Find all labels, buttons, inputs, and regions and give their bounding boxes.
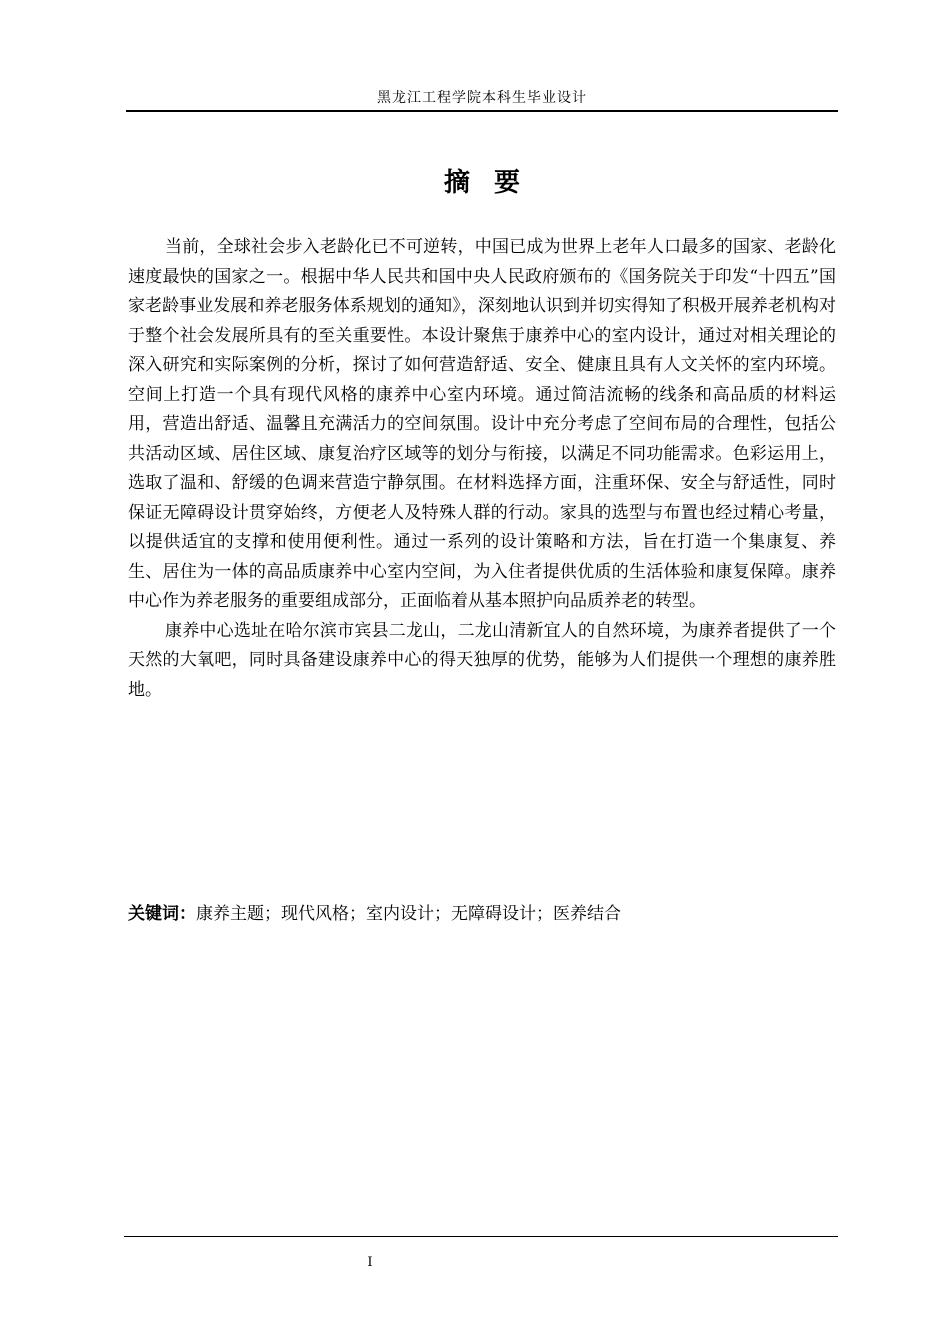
keywords-text: 康养主题；现代风格；室内设计；无障碍设计；医养结合 [196,904,621,924]
keywords [128,900,836,928]
header-rule [126,110,838,112]
page-title: 摘要 [443,168,544,198]
footer-rule [124,1236,838,1237]
page-number: I [367,1255,373,1270]
running-header: 黑龙江工程学院本科生毕业设计 [377,90,587,106]
abstract-paragraph-2: 康养中心选址在哈尔滨市宾县二龙山，二龙山清新宜人的自然环境，为康养者提供了一个天然的大氧吧，同时具备建设康养中心的得天独厚的优势，能够为人们提供一个理想的康养胜地。 [128,620,836,700]
abstract-paragraph-1: 当前，全球社会步入老龄化已不可逆转，中国已成为世界上老年人口最多的国家、老龄化速度最快的国家之一。根据中华人民共和国中央人民政府颁布的《国务院关于印发“十四五”国家老龄事业发展和养老服务体系规划的通知》，深刻地认识到并切实得知了积极开展养老机构对于整个社会发展所具有的至关重要性。本设计聚焦于康养中心的室内设计，通过对相关理论的深入研究和实际案例的分析，探讨了如何营造舒适、安全、健康且具有人文关怀的室内环境。空间上打造一个具有现代风格的康养中心室内环境。通过简洁流畅的线条和高品质的材料运用，营造出舒适、温馨且充满活力的空间氛围。设计中充分考虑了空间布局的合理性，包括公共活动区域、居住区域、康复治疗区域等的划分与衔接，以满足不同功能需求。色彩运用上，选取了温和、舒缓的色调来营造宁静氛围。在材料选择方面，注重环保、安全与舒适性，同时保证无障碍设计贯穿始终，方便老人及特殊人群的行动。家具的选型与布置也经过精心考量，以提供适宜的支撑和使用便利性。通过一系列的设计策略和方法，旨在打造一个集康复、养生、居住为一体的高品质康养中心室内空间，为入住者提供优质的生活体验和康复保障。康养中心作为养老服务的重要组成部分，正面临着从基本照护向品质养老的转型。 [128,237,836,611]
abstract-body [128,233,836,705]
keywords-label: 关键词： [128,904,196,924]
